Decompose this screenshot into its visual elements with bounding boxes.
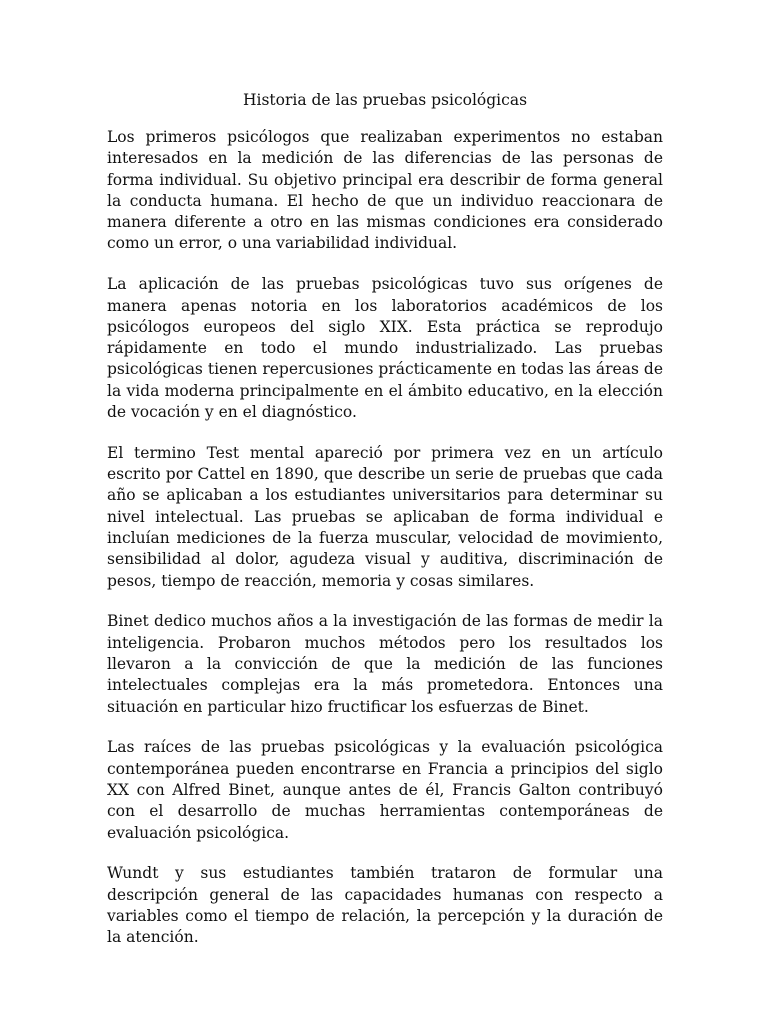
paragraph-1: Los primeros psicólogos que realizaban experimentos no estaban interesados en la medición de las diferencias de las personas de forma individual. Su objetivo principal era describir de forma general la conducta humana. El hecho de que un individuo reaccionara de manera diferente a otro en las mismas condiciones era considerado como un error, o una variabilidad individual. [107,128,663,253]
paragraph-2: La aplicación de las pruebas psicológicas tuvo sus orígenes de manera apenas notoria en los laboratorios académicos de los psicólogos europeos del siglo XIX. Esta práctica se reprodujo rápidamente en todo el mundo industrializado. Las pruebas psicológicas tienen repercusiones prácticamente en todas las áreas de la vida moderna principalmente en el ámbito educativo, en la elección de vocación y en el diagnóstico. [107,275,663,422]
paragraph-3: El termino Test mental apareció por primera vez en un artículo escrito por Cattel en 1890, que describe un serie de pruebas que cada año se aplicaban a los estudiantes universitarios para determinar su nivel intelectual. Las pruebas se aplicaban de forma individual e incluían mediciones de la fuerza muscular, velocidad de movimiento, sensibilidad al dolor, agudeza visual y auditiva, discriminación de pesos, tiempo de reacción, memoria y cosas similares. [107,443,663,590]
paragraph-4: Binet dedico muchos años a la investigación de las formas de medir la inteligencia. Probaron muchos métodos pero los resultados los llevaron a la convicción de que la medición de las funciones intelectuales complejas era la más prometedora. Entonces una situación en particular hizo fructificar los esfuerzas de Binet. [107,612,663,716]
paragraph-5: Las raíces de las pruebas psicológicas y la evaluación psicológica contemporánea pueden encontrarse en Francia a principios del siglo XX con Alfred Binet, aunque antes de él, Francis Galton contribuyó con el desarrollo de muchas herramientas contemporáneas de evaluación psicológica. [107,738,663,842]
document-title: Historia de las pruebas psicológicas [242,91,528,109]
document-page [107,90,663,968]
paragraph-6: Wundt y sus estudiantes también trataron de formular una descripción general de las capacidades humanas con respecto a variables como el tiempo de relación, la percepción y la duración de la atención. [107,864,663,947]
